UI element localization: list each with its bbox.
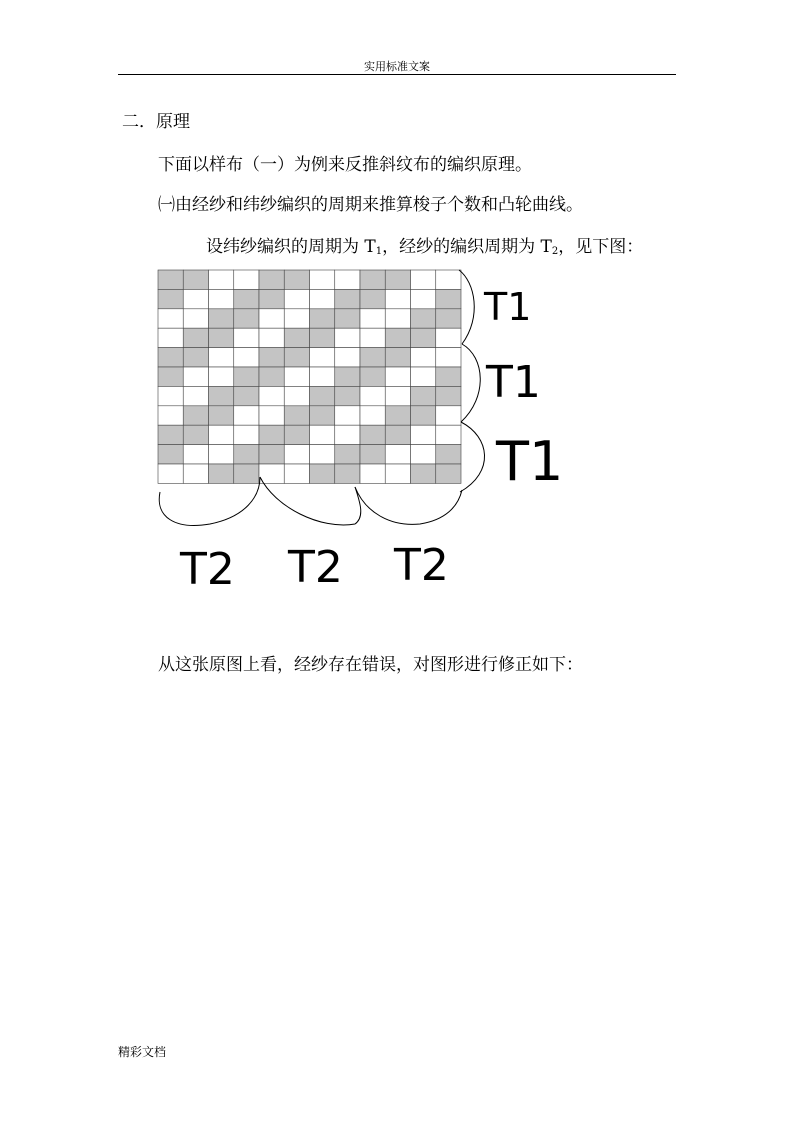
warp-label-2: T2: [288, 542, 343, 593]
weave-cell: [209, 445, 234, 464]
weave-cell: [259, 464, 284, 483]
period-subscript-1: 1: [375, 246, 383, 257]
weft-label-1: T1: [484, 285, 532, 329]
paragraph-period: [206, 232, 643, 257]
weave-cell: [234, 328, 259, 347]
weave-cell: [310, 270, 335, 289]
period-text-a: 设纬纱编织的周期为 T: [206, 237, 376, 257]
weave-cell: [234, 406, 259, 425]
weave-cell: [234, 289, 259, 308]
weave-cell: [310, 386, 335, 405]
weave-cell: [158, 386, 183, 405]
weave-cell: [360, 386, 385, 405]
weave-cell: [335, 328, 360, 347]
weave-cell: [158, 406, 183, 425]
weave-cell: [360, 348, 385, 367]
weave-cell: [310, 289, 335, 308]
warp-bracket-3: [355, 487, 462, 524]
weave-cell: [335, 270, 360, 289]
weave-cell: [360, 445, 385, 464]
weave-cell: [284, 270, 309, 289]
weave-cell: [335, 406, 360, 425]
weft-bracket-3: [460, 422, 485, 492]
weave-cell: [385, 348, 410, 367]
weave-cell: [436, 464, 461, 483]
weave-cell: [234, 348, 259, 367]
section-heading: 二．原理: [122, 112, 190, 132]
warp-period-labels: [179, 540, 449, 595]
weave-cell: [259, 386, 284, 405]
weave-cell: [436, 386, 461, 405]
weave-cell: [209, 367, 234, 386]
weave-cell: [284, 464, 309, 483]
weave-cell: [183, 406, 208, 425]
weave-cell: [360, 289, 385, 308]
weave-cell: [436, 289, 461, 308]
weave-cell: [411, 328, 436, 347]
warp-bracket-2: [260, 477, 361, 525]
weft-period-labels: [483, 285, 563, 493]
weave-cell: [209, 386, 234, 405]
weave-cell: [284, 328, 309, 347]
weave-cell: [360, 328, 385, 347]
weave-cell: [158, 425, 183, 444]
weave-cell: [259, 406, 284, 425]
weave-cell: [335, 367, 360, 386]
weave-cell: [209, 425, 234, 444]
weave-cell: [335, 445, 360, 464]
weave-cell: [310, 367, 335, 386]
weft-label-2: T1: [486, 357, 541, 408]
weave-cell: [310, 406, 335, 425]
weave-cell: [411, 445, 436, 464]
weave-cell: [209, 406, 234, 425]
weave-cell: [234, 270, 259, 289]
weave-cell: [234, 464, 259, 483]
weave-cell: [360, 309, 385, 328]
weave-cell: [158, 309, 183, 328]
weave-cell: [360, 406, 385, 425]
weave-cell: [335, 289, 360, 308]
weave-cell: [335, 386, 360, 405]
weave-cell: [234, 445, 259, 464]
weave-cell: [411, 270, 436, 289]
weave-cell: [411, 348, 436, 367]
weave-cell: [259, 289, 284, 308]
weave-cell: [310, 328, 335, 347]
weave-cell: [183, 367, 208, 386]
weave-cell: [335, 309, 360, 328]
weave-cell: [411, 464, 436, 483]
weave-cell: [209, 309, 234, 328]
warp-label-3: T2: [394, 540, 449, 591]
weave-cell: [310, 309, 335, 328]
weave-cell: [259, 309, 284, 328]
weave-cell: [335, 348, 360, 367]
weave-cell: [360, 425, 385, 444]
weave-cell: [411, 309, 436, 328]
weave-cell: [335, 425, 360, 444]
weave-cell: [183, 386, 208, 405]
weave-cell: [284, 406, 309, 425]
weave-cell: [411, 289, 436, 308]
weave-cell: [158, 348, 183, 367]
weave-cell: [310, 425, 335, 444]
weave-cell: [183, 425, 208, 444]
weave-cell: [436, 328, 461, 347]
weave-cell: [234, 386, 259, 405]
weave-cell: [259, 425, 284, 444]
weave-cell: [284, 309, 309, 328]
weave-cell: [209, 328, 234, 347]
weave-cell: [385, 328, 410, 347]
weave-cell: [436, 348, 461, 367]
weave-cell: [310, 445, 335, 464]
weave-cell: [385, 309, 410, 328]
weave-cell: [158, 328, 183, 347]
weave-diagram: [150, 262, 564, 602]
weave-cell: [183, 445, 208, 464]
weave-cell: [335, 464, 360, 483]
weave-cell: [385, 270, 410, 289]
weave-cell: [385, 289, 410, 308]
weave-cell: [360, 464, 385, 483]
weave-cell: [158, 464, 183, 483]
weave-cell: [284, 425, 309, 444]
weave-cell: [183, 464, 208, 483]
period-subscript-2: 2: [551, 246, 559, 257]
weave-cell: [436, 445, 461, 464]
weave-cell: [411, 425, 436, 444]
weave-cell: [234, 309, 259, 328]
period-text-c: ，见下图：: [558, 237, 644, 257]
weave-cell: [284, 289, 309, 308]
weave-cell: [158, 367, 183, 386]
weave-cell: [158, 445, 183, 464]
header-rule: [118, 74, 676, 75]
weave-cell: [259, 445, 284, 464]
weave-cell: [284, 386, 309, 405]
weave-cell: [259, 348, 284, 367]
weave-cell: [411, 406, 436, 425]
weave-cell: [436, 367, 461, 386]
paragraph-method: ㈠由经纱和纬纱编织的周期来推算梭子个数和凸轮曲线。: [158, 195, 583, 215]
weave-cell: [209, 464, 234, 483]
weave-cell: [259, 328, 284, 347]
weave-cell: [385, 386, 410, 405]
period-text-b: ，经纱的编织周期为 T: [382, 237, 552, 257]
page-footer: 精彩文档: [118, 1045, 167, 1059]
weave-cell: [209, 270, 234, 289]
weave-cell: [259, 270, 284, 289]
weft-bracket-2: [461, 344, 480, 422]
warp-label-1: T2: [180, 544, 235, 595]
weave-cell: [209, 289, 234, 308]
weave-cell: [411, 386, 436, 405]
warp-bracket-1: [159, 477, 260, 525]
weave-grid: [158, 270, 461, 483]
weave-cell: [360, 367, 385, 386]
weave-cell: [284, 348, 309, 367]
weave-cell: [436, 270, 461, 289]
weave-cell: [385, 367, 410, 386]
paragraph-intro: 下面以样布（一）为例来反推斜纹布的编织原理。: [158, 155, 532, 175]
weave-cell: [436, 425, 461, 444]
weave-cell: [183, 309, 208, 328]
weave-cell: [183, 348, 208, 367]
weave-cell: [310, 464, 335, 483]
weft-label-3: T1: [496, 430, 564, 493]
weave-cell: [385, 406, 410, 425]
weave-cell: [284, 367, 309, 386]
weave-cell: [183, 328, 208, 347]
weave-cell: [209, 348, 234, 367]
weave-cell: [234, 367, 259, 386]
weave-cell: [436, 309, 461, 328]
weave-cell: [284, 445, 309, 464]
page-header: 实用标准文案: [364, 60, 430, 73]
weave-cell: [158, 270, 183, 289]
weave-cell: [385, 445, 410, 464]
weave-cell: [385, 464, 410, 483]
weave-cell: [183, 270, 208, 289]
weave-cell: [183, 289, 208, 308]
weave-cell: [310, 348, 335, 367]
weave-cell: [385, 425, 410, 444]
weave-cell: [158, 289, 183, 308]
weave-cell: [234, 425, 259, 444]
weave-cell: [436, 406, 461, 425]
paragraph-correction: 从这张原图上看，经纱存在错误，对图形进行修正如下：: [158, 655, 583, 675]
weave-cell: [259, 367, 284, 386]
weave-cell: [411, 367, 436, 386]
weave-cell: [360, 270, 385, 289]
